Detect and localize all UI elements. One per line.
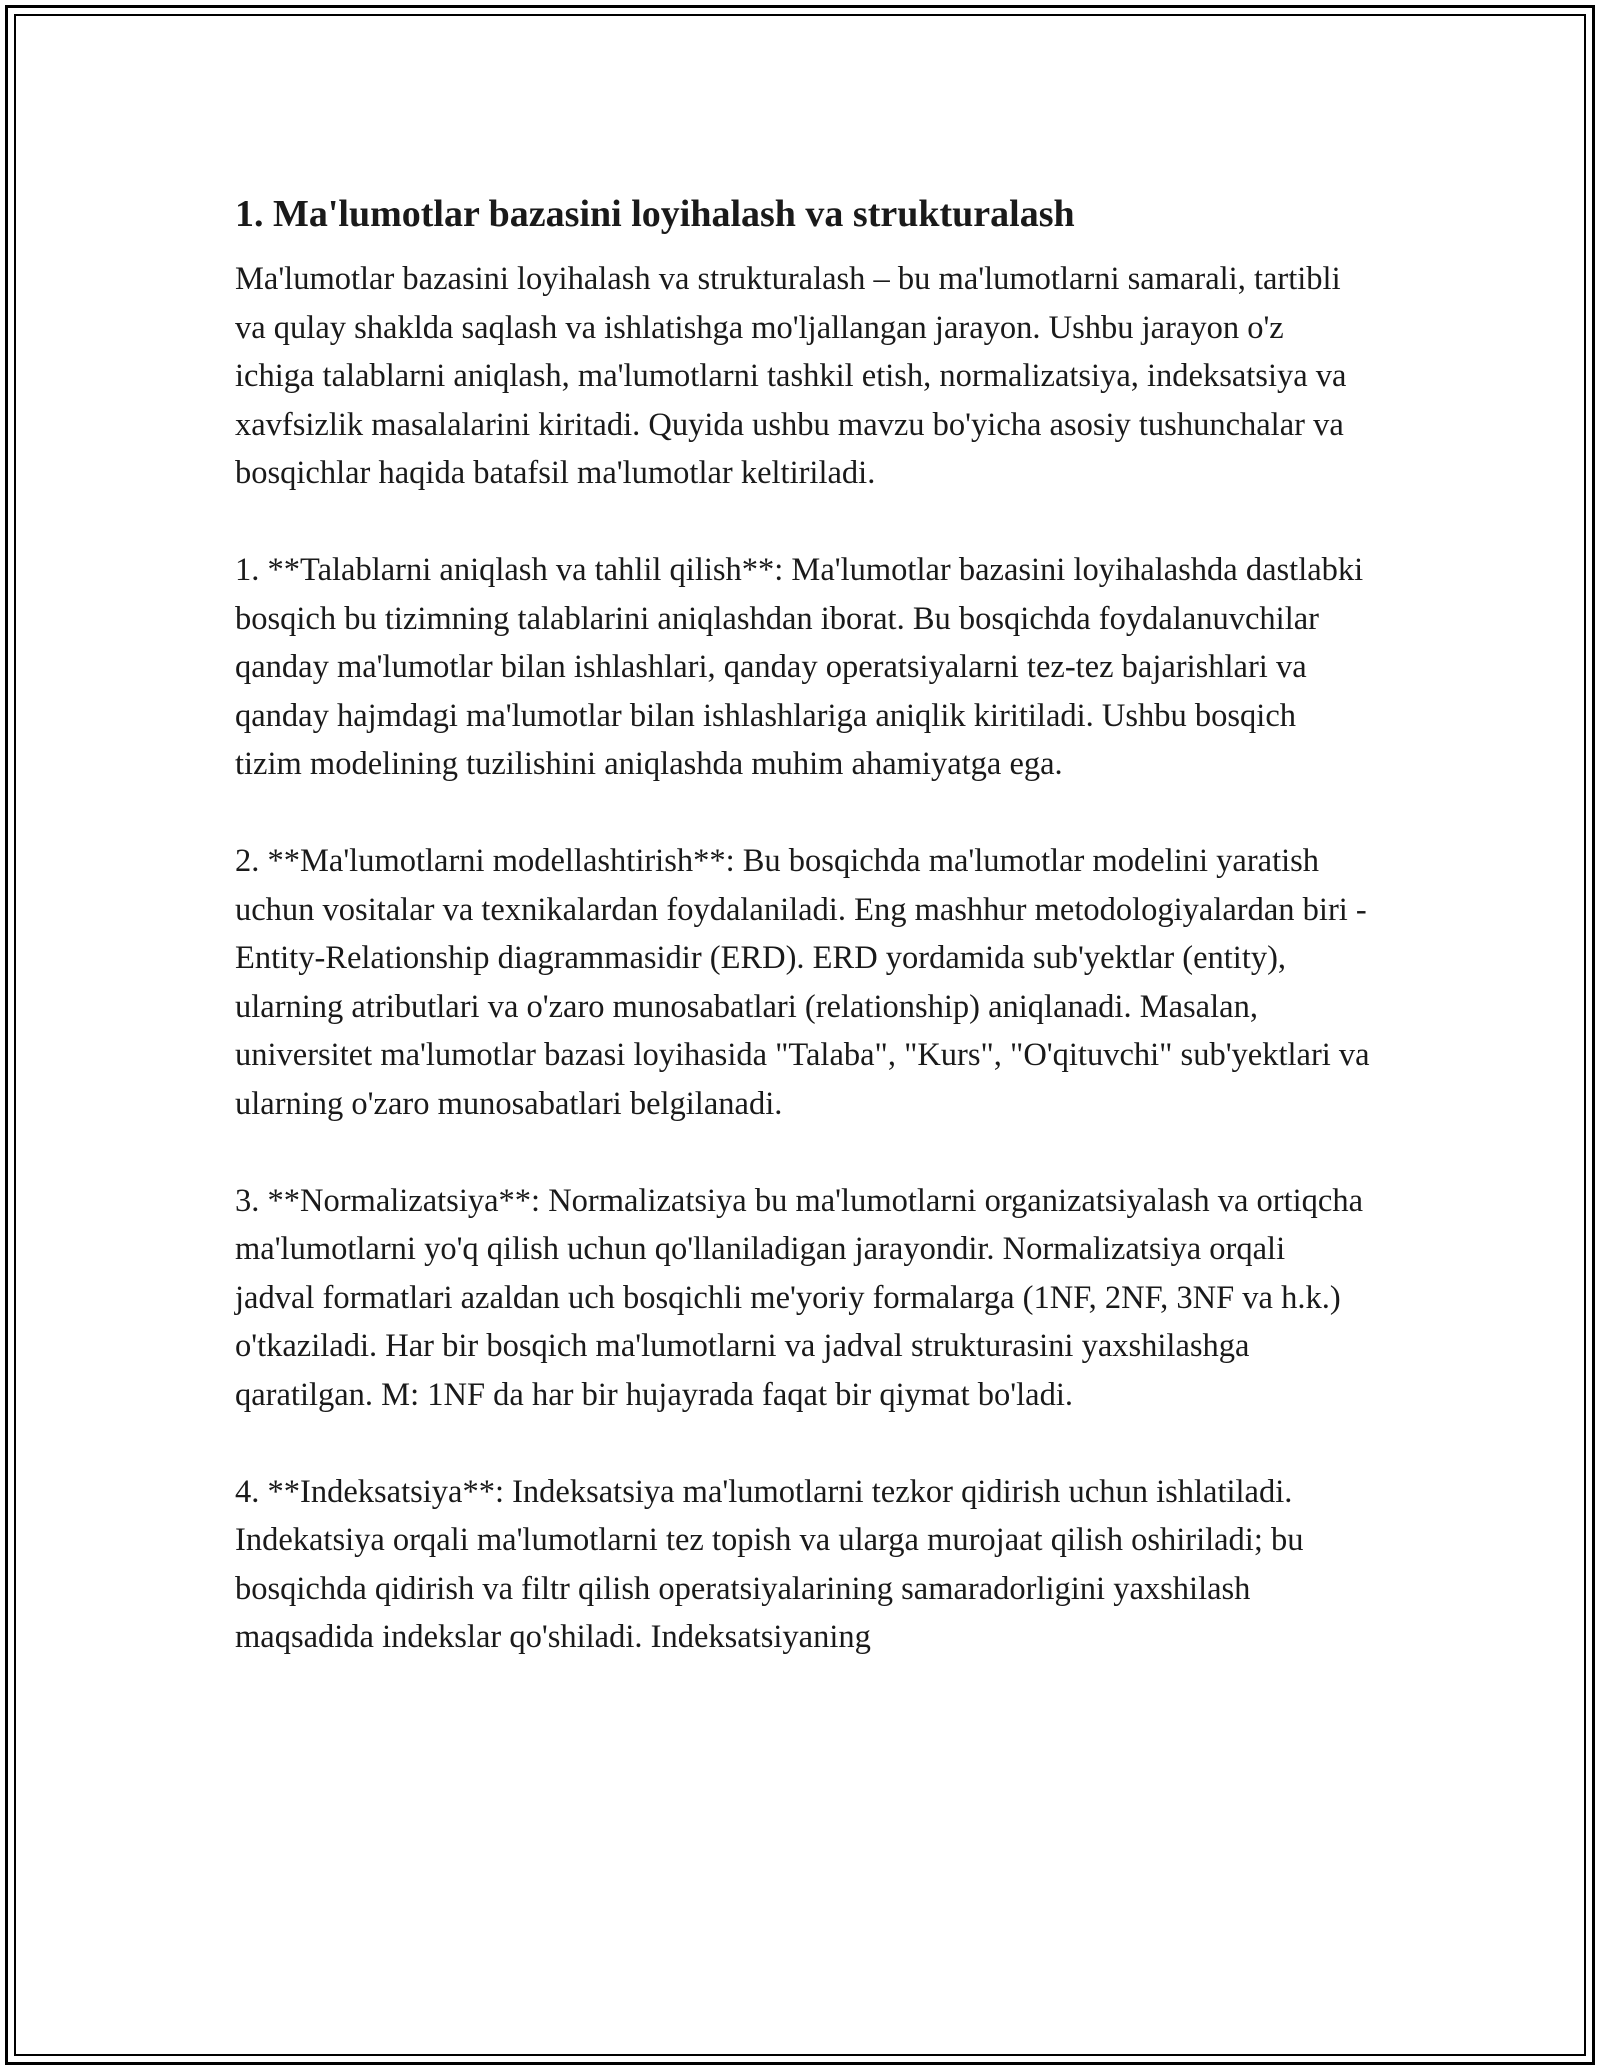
document-heading: 1. Ma'lumotlar bazasini loyihalash va strukturalash (235, 193, 1075, 235)
section-paragraph-3: 3. **Normalizatsiya**: Normalizatsiya bu ma'lumotlarni organizatsiyalash va ortiqcha ma'lumotlarni yo'q qilish uchun qo'llaniladigan jarayondir. Normalizatsiya orqali jadval formatlari azaldan uch bosqichli me'yoriy formalarga (1NF, 2NF, 3NF va h.k.) o'tkaziladi. Har bir bosqich ma'lumotlarni va jadval strukturasini yaxshilashga qaratilgan. M: 1NF da har bir hujayrada faqat bir qiymat bo'ladi. (235, 1182, 1363, 1413)
section-paragraph-4: 4. **Indeksatsiya**: Indeksatsiya ma'lumotlarni tezkor qidirish uchun ishlatiladi. Indekatsiya orqali ma'lumotlarni tez topish va ularga murojaat qilish oshiriladi; bu bosqichda qidirish va filtr qilish operatsiyalarining samaradorligini yaxshilash maqsadida indekslar qo'shiladi. Indeksatsiyaning (235, 1473, 1304, 1655)
document-body (235, 185, 1370, 1710)
section-paragraph-2: 2. **Ma'lumotlarni modellashtirish**: Bu bosqichda ma'lumotlar modelini yaratish uchun vositalar va texnikalardan foydalaniladi. Eng mashhur metodologiyalardan biri - Entity-Relationship diagrammasidir (ERD). ERD yordamida sub'yektlar (entity), ularning atributlari va o'zaro munosabatlari (relationship) aniqlanadi. Masalan, universitet ma'lumotlar bazasi loyihasida "Talaba", "Kurs", "O'qituvchi" sub'yektlari va ularning o'zaro munosabatlari belgilanadi. (235, 843, 1370, 1122)
intro-paragraph: Ma'lumotlar bazasini loyihalash va strukturalash – bu ma'lumotlarni samarali, tartibli va qulay shaklda saqlash va ishlatishga mo'ljallangan jarayon. Ushbu jarayon o'z ichiga talablarni aniqlash, ma'lumotlarni tashkil etish, normalizatsiya, indeksatsiya va xavfsizlik masalalarini kiritadi. Quyida ushbu mavzu bo'yicha asosiy tushunchalar va bosqichlar haqida batafsil ma'lumotlar keltiriladi. (235, 261, 1347, 491)
section-paragraph-1: 1. **Talablarni aniqlash va tahlil qilish**: Ma'lumotlar bazasini loyihalashda dastlabki bosqich bu tizimning talablarini aniqlashdan iborat. Bu bosqichda foydalanuvchilar qanday ma'lumotlar bilan ishlashlari, qanday operatsiyalarni tez-tez bajarishlari va qanday hajmdagi ma'lumotlar bilan ishlashlariga aniqlik kiritiladi. Ushbu bosqich tizim modelining tuzilishini aniqlashda muhim ahamiyatga ega. (235, 552, 1364, 782)
